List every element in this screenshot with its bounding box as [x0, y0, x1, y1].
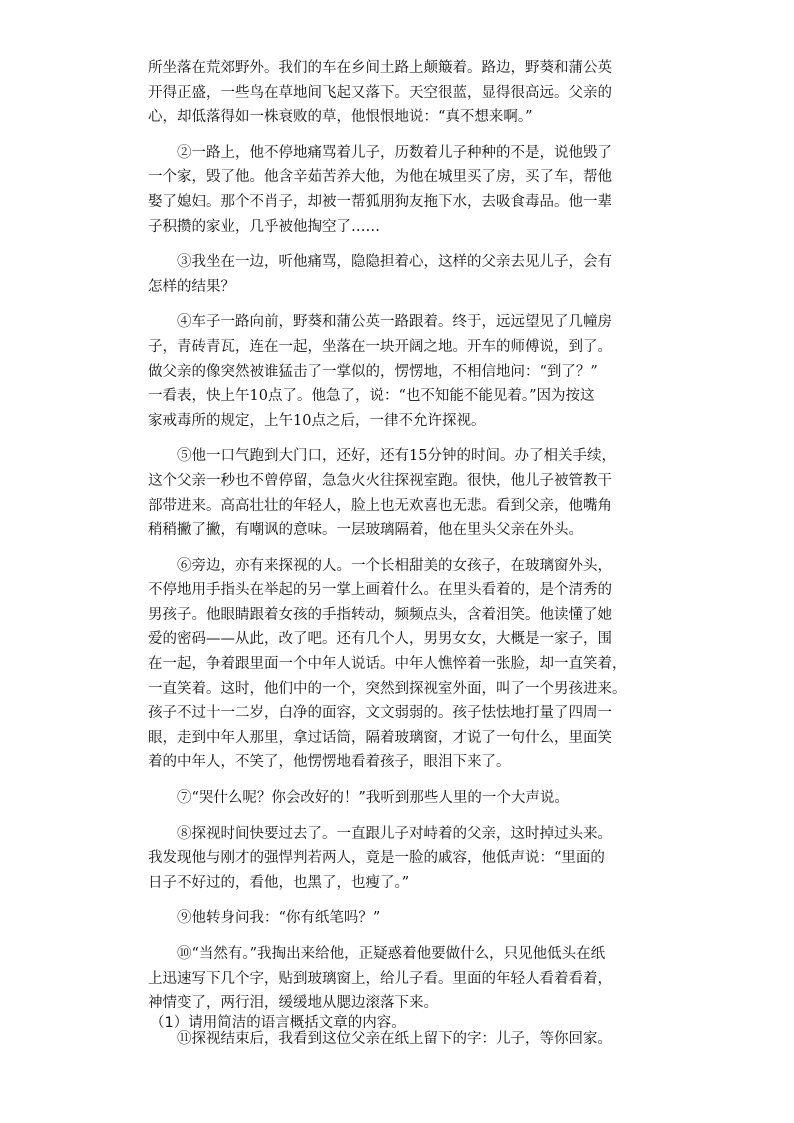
paragraph-line: 眼，走到中年人那里，拿过话筒，隔着玻璃窗，才说了一句什么，里面笑: [148, 729, 612, 746]
paragraph-line: 心，却低落得如一株衰败的草，他恨恨地说：“真不想来啊。”: [148, 109, 533, 126]
paragraph: [148, 906, 666, 931]
paragraph: [148, 942, 666, 1016]
question-1: （1）请用简洁的语言概括文章的内容。: [150, 1015, 406, 1031]
paragraph-line: 稍稍撇了撇，有嘲讽的意味。一层玻璃隔着，他在里头父亲在外头。: [148, 522, 583, 539]
paragraph-line: ⑤他一口气跑到大门口，还好，还有15分钟的时间。办了相关手续，: [177, 448, 616, 465]
paragraph-line: 娶了媳妇。那个不肖子，却被一帮狐朋狗友拖下水，去吸食毒品。他一辈: [148, 193, 612, 210]
paragraph-line: 一直笑着。这时，他们中的一个，突然到探视室外面，叫了一个男孩进来。: [148, 680, 627, 697]
paragraph-line: 家戒毒所的规定，上午10点之后，一律不允许探视。: [148, 412, 486, 429]
article-body: [148, 56, 666, 1062]
paragraph: [148, 141, 666, 239]
paragraph-line: 男孩子。他眼睛跟着女孩的手指转动，频频点头，含着泪笑。他读懂了她: [148, 606, 612, 623]
paragraph-line: 怎样的结果？: [148, 278, 235, 295]
paragraph-line: 一个家，毁了他。他含辛茹苦养大他，为他在城里买了房，买了车，帮他: [148, 169, 612, 186]
paragraph-line: 爱的密码——从此，改了吧。还有几个人，男男女女，大概是一家子，围: [148, 631, 612, 648]
paragraph-line: 开得正盛，一些鸟在草地间飞起又落下。天空很蓝，显得很高远。父亲的: [148, 84, 612, 101]
paragraph-line: 神情变了，两行泪，缓缓地从腮边滚落下来。: [148, 995, 438, 1012]
paragraph: [148, 56, 666, 130]
paragraph-line: 子，青砖青瓦，连在一起，坐落在一块开阔之地。开车的师傅说，到了。: [148, 338, 612, 355]
paragraph: [148, 822, 666, 896]
paragraph-line: ④车子一路向前，野葵和蒲公英一路跟着。终于，远远望见了几幢房: [177, 314, 612, 331]
paragraph-line: ②一路上，他不停地痛骂着儿子，历数着儿子种种的不是，说他毁了: [177, 144, 612, 161]
paragraph-line: 部带进来。高高壮壮的年轻人，脸上也无欢喜也无悲。看到父亲，他嘴角: [148, 497, 612, 514]
paragraph-line: ⑨他转身问我：“你有纸笔吗？”: [177, 910, 381, 927]
paragraph-line: 一看表，快上午10点了。他急了，说：“也不知能不能见着。”因为按这: [148, 388, 595, 405]
paragraph-line: 孩子不过十一二岁，白净的面容，文文弱弱的。孩子怯怯地打量了四周一: [148, 705, 612, 722]
paragraph-line: 日子不好过的，看他，也黑了，也瘦了。”: [148, 874, 410, 891]
paragraph-line: ⑦“哭什么呢？你会改好的！”我听到那些人里的一个大声说。: [177, 790, 569, 807]
paragraph: [148, 786, 666, 811]
paragraph-line: 着的中年人，不笑了，他愣愣地看着孩子，眼泪下来了。: [148, 754, 511, 771]
paragraph-line: 子积攒的家业，几乎被他掏空了……: [148, 218, 380, 235]
paragraph-line: 做父亲的像突然被谁猛击了一掌似的，愣愣地，不相信地问：“到了？”: [148, 363, 598, 380]
paragraph-line: 这个父亲一秒也不曾停留，急急火火往探视室跑。很快，他儿子被管教干: [148, 472, 612, 489]
paragraph-line: 在一起，争着跟里面一个中年人说话。中年人憔悴着一张脸，却一直笑着，: [148, 656, 627, 673]
paragraph-line: 我发现他与刚才的强悍判若两人，竟是一脸的戚容，他低声说：“里面的: [148, 850, 605, 867]
paragraph-line: 不停地用手指头在举起的另一掌上画着什么。在里头看着的，是个清秀的: [148, 582, 612, 599]
paragraph: [148, 444, 666, 542]
paragraph-line: ⑧探视时间快要过去了。一直跟儿子对峙着的父亲，这时掉过头来。: [177, 825, 612, 842]
paragraph-line: ③我坐在一边，听他痛骂，隐隐担着心，这样的父亲去见儿子，会有: [177, 254, 612, 271]
paragraph: [148, 310, 666, 433]
paragraph-line: ⑩“当然有。”我掏出来给他，正疑惑着他要做什么，只见他低头在纸: [177, 946, 606, 962]
paragraph: [148, 554, 666, 775]
paragraph-line: 上迅速写下几个字，贴到玻璃窗上，给儿子看。里面的年轻人看着看着，: [148, 970, 612, 987]
paragraph-line: ⑪探视结束后，我看到这位父亲在纸上留下的字：儿子，等你回家。: [177, 1030, 612, 1047]
paragraph: [148, 250, 666, 299]
paragraph-line: ⑥旁边，亦有来探视的人。一个长相甜美的女孩子，在玻璃窗外头，: [177, 557, 612, 574]
paragraph-line: 所坐落在荒郊野外。我们的车在乡间土路上颠簸着。路边，野葵和蒲公英: [148, 60, 612, 76]
